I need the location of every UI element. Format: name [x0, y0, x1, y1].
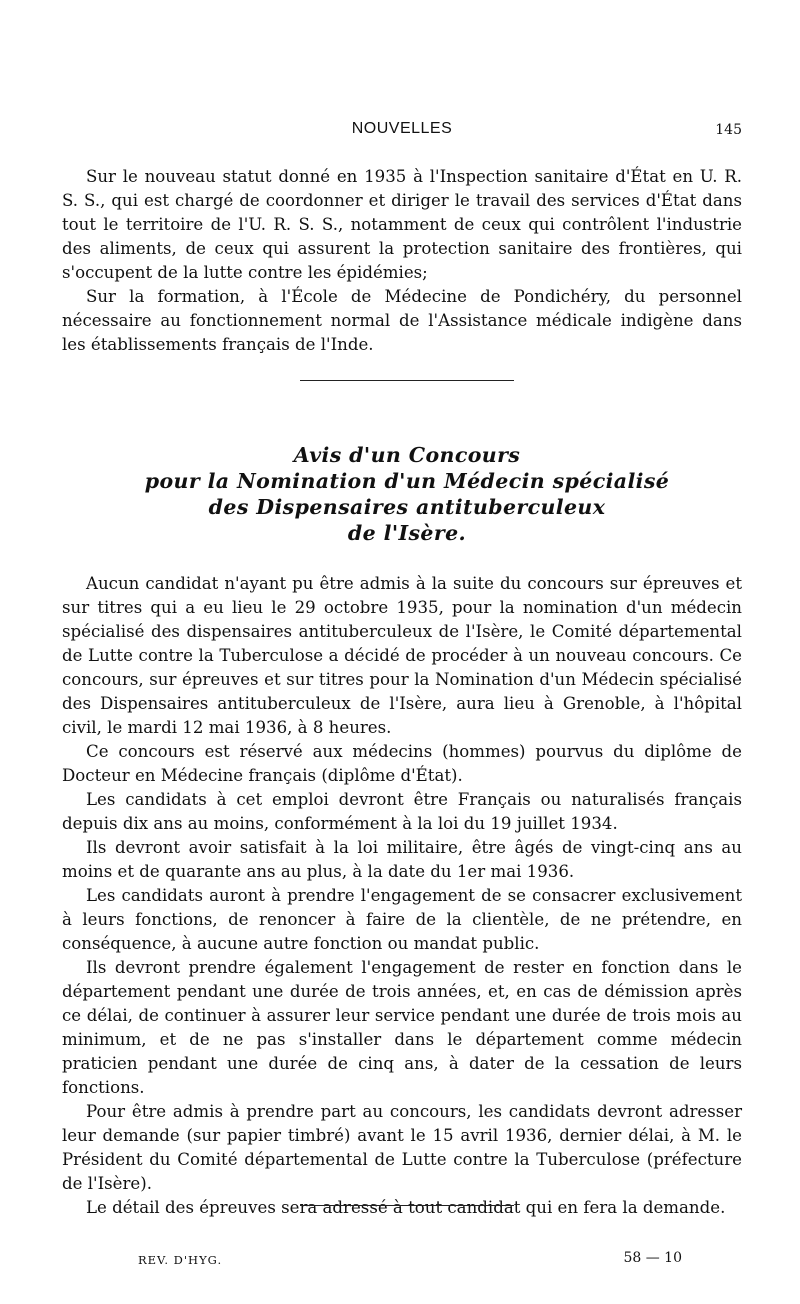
heading-line: Avis d'un Concours [293, 443, 521, 467]
heading-line: des Dispensaires antituberculeux [208, 495, 606, 519]
body-paragraph: Ce concours est réservé aux médecins (hommes) pourvus du diplôme de Docteur en Médecine français (diplôme d'État). [62, 742, 742, 785]
body-paragraph: Les candidats à cet emploi devront être Français ou naturalisés français depuis dix ans au moins, conformément à la loi du 19 juillet 1934. [62, 790, 742, 833]
heading-line: de l'Isère. [347, 521, 467, 545]
body-paragraph: Ils devront avoir satisfait à la loi militaire, être âgés de vingt-cinq ans au moins et de quarante ans au plus, à la date du 1er mai 1936. [62, 838, 742, 881]
running-title: NOUVELLES [351, 120, 453, 137]
signature-mark: 58 — 10 [623, 1250, 682, 1266]
body-paragraph: Ils devront prendre également l'engagement de rester en fonction dans le département pendant une durée de trois années, et, en cas de démission après ce délai, de continuer à assurer leur service pendant une durée de trois mois au minimum, et de ne pas s'installer dans le département comme médecin praticien pendant une durée de cinq ans, à dater de la cessation de leurs fonctions. [62, 958, 742, 1097]
intro-section [62, 165, 742, 357]
journal-abbreviation: REV. D'HYG. [138, 1253, 223, 1267]
intro-paragraph: Sur le nouveau statut donné en 1935 à l'Inspection sanitaire d'État en U. R. S. S., qui est chargé de coordonner et diriger le travail des services d'État dans tout le territoire de l'U. R. S. S., notamment de ceux qui contrôlent l'industrie des aliments, de ceux qui assurent la protection sanitaire des frontières, qui s'occupent de la lutte contre les épidémies; [62, 167, 742, 282]
page-header [62, 120, 742, 144]
body-paragraph: Les candidats auront à prendre l'engagement de se consacrer exclusivement à leurs fonctions, de renoncer à faire de la clientèle, de ne prétendre, en conséquence, à aucune autre fonction ou mandat public. [62, 886, 742, 953]
section-divider [300, 380, 514, 381]
body-paragraph: Le détail des épreuves sera adressé à tout candidat qui en fera la demande. [86, 1198, 726, 1217]
notice-body [62, 572, 742, 1220]
body-paragraph: Aucun candidat n'ayant pu être admis à la suite du concours sur épreuves et sur titres qui a eu lieu le 29 octobre 1935, pour la nomination d'un médecin spécialisé des dispensaires antituberculeux de l'Isère, le Comité départemental de Lutte contre la Tuberculose a décidé de procéder à un nouveau concours. Ce concours, sur épreuves et sur titres pour la Nomination d'un Médecin spécialisé des Dispensaires antituberculeux de l'Isère, aura lieu à Grenoble, à l'hôpital civil, le mardi 12 mai 1936, à 8 heures. [62, 574, 742, 737]
notice-heading [62, 442, 752, 546]
page-number: 145 [715, 122, 742, 138]
heading-line: pour la Nomination d'un Médecin spécialisé [144, 469, 670, 493]
section-divider [300, 1205, 514, 1206]
body-paragraph: Pour être admis à prendre part au concours, les candidats devront adresser leur demande (sur papier timbré) avant le 15 avril 1936, dernier délai, à M. le Président du Comité départemental de Lutte contre la Tuberculose (préfecture de l'Isère). [62, 1102, 742, 1193]
intro-paragraph: Sur la formation, à l'École de Médecine de Pondichéry, du personnel nécessaire au fonctionnement normal de l'Assistance médicale indigène dans les établissements français de l'Inde. [62, 287, 742, 354]
